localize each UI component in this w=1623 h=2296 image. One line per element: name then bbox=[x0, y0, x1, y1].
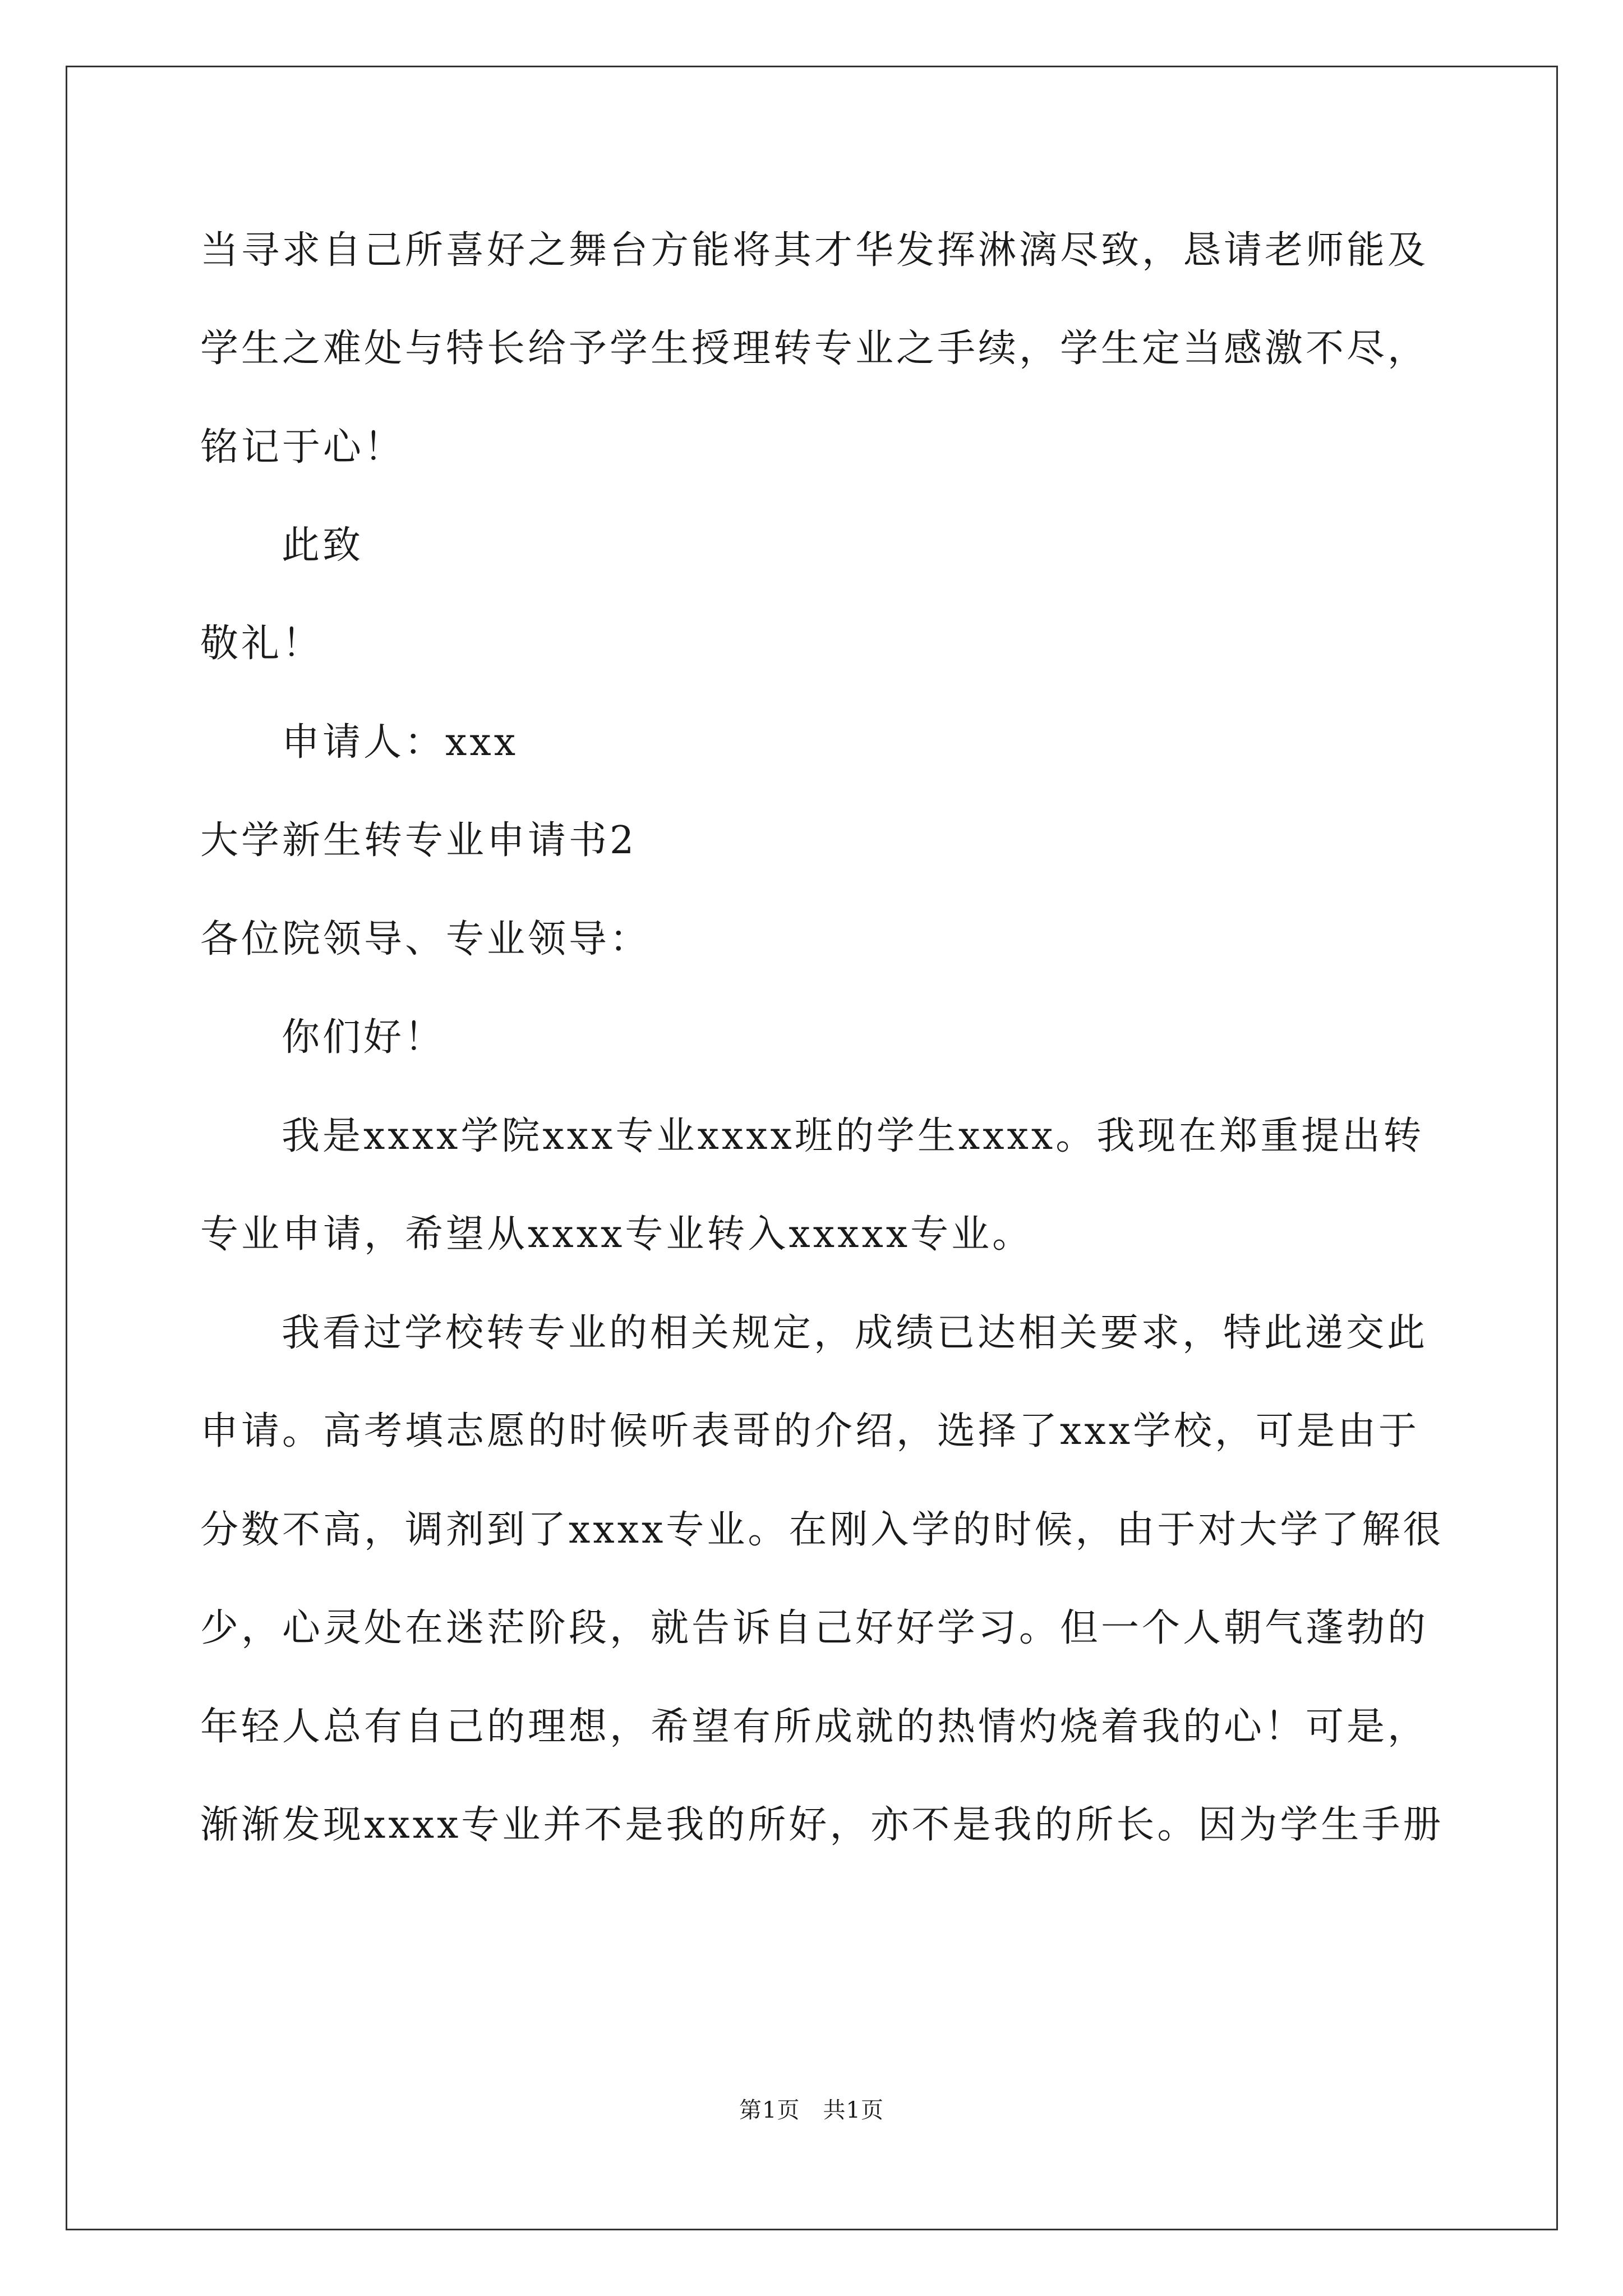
text-line-16: 年轻人总有自己的理想，希望有所成就的热情灼烧着我的心！可是， bbox=[200, 1705, 1429, 1749]
text-line-14: 分数不高，调剂到了xxxx专业。在刚入学的时候，由于对大学了解很 bbox=[200, 1508, 1444, 1552]
closing-line: 敬礼！ bbox=[200, 622, 324, 666]
greeting-line: 你们好！ bbox=[282, 1015, 446, 1060]
salutation-line: 此致 bbox=[282, 523, 364, 568]
text-line-11: 专业申请，希望从xxxx专业转入xxxxx专业。 bbox=[200, 1212, 1034, 1257]
text-line-15: 少，心灵处在迷茫阶段，就告诉自己好好学习。但一个人朝气蓬勃的 bbox=[200, 1606, 1429, 1650]
applicant-line: 申请人：xxx bbox=[282, 720, 519, 765]
addressee-line: 各位院领导、专业领导： bbox=[200, 917, 651, 961]
text-line-17: 渐渐发现xxxx专业并不是我的所好，亦不是我的所长。因为学生手册 bbox=[200, 1803, 1444, 1847]
section-title: 大学新生转专业申请书2 bbox=[200, 818, 637, 863]
text-line-2: 学生之难处与特长给予学生授理转专业之手续，学生定当感激不尽， bbox=[200, 326, 1429, 371]
text-line-10: 我是xxxx学院xxx专业xxxx班的学生xxxx。我现在郑重提出转 bbox=[282, 1114, 1424, 1158]
text-line-1: 当寻求自己所喜好之舞台方能将其才华发挥淋漓尽致，恳请老师能及 bbox=[200, 228, 1429, 273]
text-line-13: 申请。高考填志愿的时候听表哥的介绍，选择了xxx学校，可是由于 bbox=[200, 1409, 1420, 1453]
text-line-3: 铭记于心！ bbox=[200, 425, 405, 470]
page-number-footer: 第1页 共1页 bbox=[739, 2097, 884, 2123]
text-line-12: 我看过学校转专业的相关规定，成绩已达相关要求，特此递交此 bbox=[282, 1311, 1428, 1355]
